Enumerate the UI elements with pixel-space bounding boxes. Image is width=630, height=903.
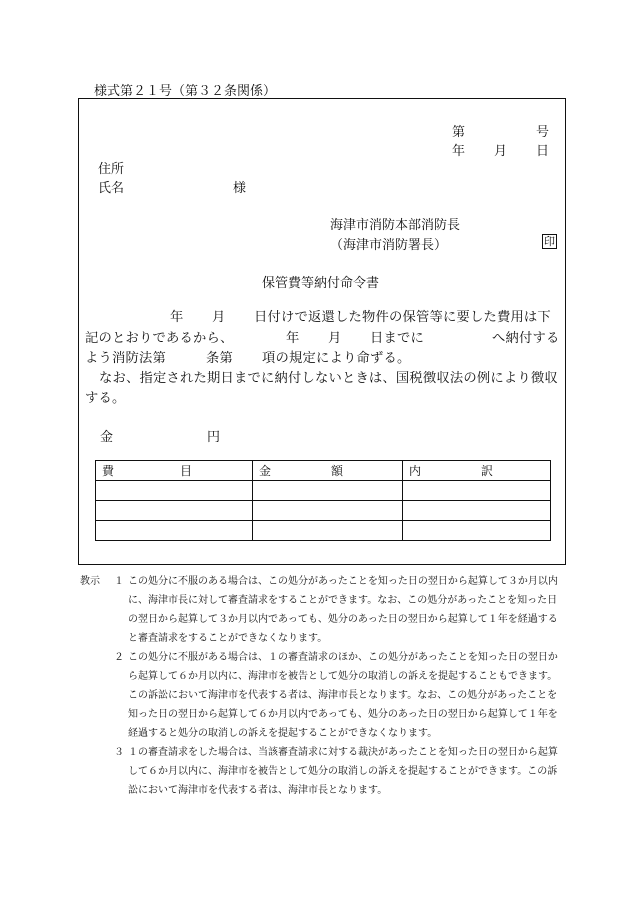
table-cell — [403, 501, 551, 521]
header-char: 額 — [330, 464, 343, 478]
amount-unit: 円 — [207, 430, 221, 445]
issuer-title: 海津市消防本部消防長 — [330, 218, 461, 233]
instruction-number: ３ — [114, 747, 124, 758]
table-cell — [96, 521, 253, 541]
table-row — [96, 501, 551, 521]
instruction-text: この処分に不服のある場合は、この処分があったことを知った日の翌日から起算して３か月以内に、海津市長に対して審査請求をすることができます。なお、この処分があったことを知った日の翌日から起算して３か月以内であっても、処分のあった日の翌日から起算して１年を経過すると審査請求をすることができなくなります。 — [128, 576, 558, 644]
instruction-item — [80, 743, 560, 800]
body-line2-year: 年 — [286, 331, 300, 346]
body-para2-line2: する。 — [85, 391, 126, 406]
body-line3-text-c: 項の規定により命ずる。 — [262, 351, 411, 366]
table-cell — [253, 501, 403, 521]
header-cell-item — [96, 461, 253, 481]
date-month-label: 月 — [494, 144, 508, 159]
table-cell — [253, 521, 403, 541]
appeal-instructions — [80, 572, 560, 800]
body-line3-text-b: 条第 — [206, 351, 233, 366]
table-row — [96, 481, 551, 501]
body-line2-text-b: 日までに — [370, 331, 424, 346]
instruction-number: ２ — [114, 652, 124, 663]
header-char: 金 — [259, 464, 272, 478]
body-line1-year: 年 — [170, 310, 184, 325]
date-year-label: 年 — [452, 144, 466, 159]
address-label: 住所 — [98, 162, 125, 177]
header-char: 内 — [409, 464, 422, 478]
header-char: 訳 — [480, 464, 493, 478]
issuer-subtitle: （海津市消防署長） — [330, 238, 448, 253]
header-char: 目 — [179, 464, 192, 478]
table-cell — [96, 501, 253, 521]
table-cell — [403, 521, 551, 541]
body-line1-text: 日付けで返還した物件の保管等に要した費用は下 — [254, 310, 551, 325]
table-cell — [253, 481, 403, 501]
amount-label: 金 — [100, 430, 114, 445]
name-label: 氏名 — [98, 181, 125, 196]
date-day-label: 日 — [536, 144, 550, 159]
instruction-text: この処分に不服がある場合は、１の審査請求のほか、この処分があったことを知った日の翌日から起算して６か月以内に、海津市を被告として処分の取消しの訴えを提起することもできます。この訴訟において海津市を代表する者は、海津市長となります。なお、この処分があったことを知った日の翌日から起算して６か月以内であっても、処分のあった日の翌日から起算して１年を経過すると処分の取消しの訴えを提起することができなくなります。 — [128, 652, 558, 739]
instruction-item — [80, 572, 560, 648]
body-line2-text-a: 記のとおりであるから、 — [85, 331, 234, 346]
instructions-label: 教示 — [80, 576, 100, 587]
body-line2-month: 月 — [328, 331, 342, 346]
table-cell — [96, 481, 253, 501]
honorific-sama: 様 — [233, 181, 247, 196]
table-cell — [403, 481, 551, 501]
instruction-number: １ — [114, 576, 124, 587]
document-title: 保管費等納付命令書 — [262, 276, 380, 291]
number-label: 第 — [452, 125, 466, 140]
header-char: 費 — [102, 464, 115, 478]
table-header-row — [96, 461, 551, 481]
header-cell-breakdown — [403, 461, 551, 481]
fee-breakdown-table — [95, 460, 551, 541]
instruction-item — [80, 648, 560, 743]
form-number-title: 様式第２１号（第３２条関係） — [94, 84, 277, 99]
seal-mark: 印 — [544, 235, 555, 248]
instruction-text: １の審査請求をした場合は、当該審査請求に対する裁決があったことを知った日の翌日から起算して６か月以内に、海津市を被告として処分の取消しの訴えを提起することができます。この訴訟において海津市を代表する者は、海津市長となります。 — [128, 747, 558, 796]
header-cell-amount — [253, 461, 403, 481]
body-line1-month: 月 — [212, 310, 226, 325]
body-line2-text-c: へ納付する — [492, 331, 560, 346]
body-line3-text-a: よう消防法第 — [85, 351, 166, 366]
table-row — [96, 521, 551, 541]
body-para2-line1: なお、指定された期日までに納付しないときは、国税徴収法の例により徴収 — [99, 371, 558, 386]
number-suffix: 号 — [536, 125, 550, 140]
